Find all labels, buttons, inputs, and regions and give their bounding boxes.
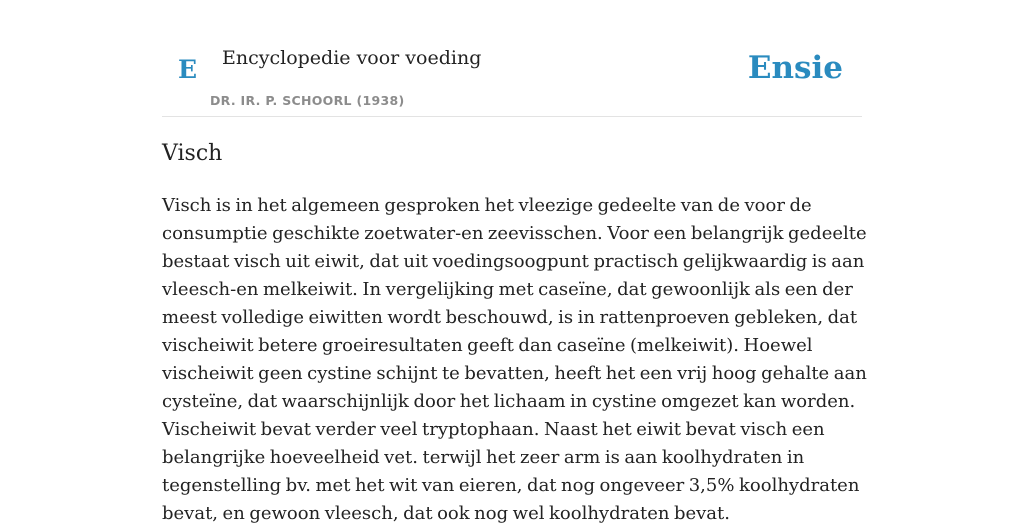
book-title-link[interactable]: Encyclopedie voor voeding	[222, 47, 482, 69]
site-header	[162, 0, 862, 117]
brand-logo-link[interactable]: Ensie	[747, 50, 843, 86]
book-logo-icon[interactable]: E	[178, 55, 198, 84]
author-byline: DR. IR. P. SCHOORL (1938)	[210, 93, 405, 108]
article-body: Visch is in het algemeen gesproken het vleezige gedeelte van de voor de consumptie geschikte zoetwater-en zeevisschen. Voor een belangrijk gedeelte bestaat visch uit eiwit, dat uit voedingsoogpunt practisch gelijkwaardig is aan vleesch-en melkeiwit. In vergelijking met caseïne, dat gewoonlijk als een der meest volledige eiwitten wordt beschouwd, is in rattenproeven gebleken, dat vischeiwit betere groeiresultaten geeft dan caseïne (melkeiwit). Hoewel vischeiwit geen cystine schijnt te bevatten, heeft het een vrij hoog gehalte aan cysteïne, dat waarschijnlijk door het lichaam in cystine omgezet kan worden. Vischeiwit bevat verder veel tryptophaan. Naast het eiwit bevat visch een belangrijke hoeveelheid vet. terwijl het zeer arm is aan koolhydraten in tegenstelling bv. met het wit van eieren, dat nog ongeveer 3,5% koolhydraten bevat, en gewoon vleesch, dat ook nog wel koolhydraten bevat.	[162, 195, 867, 524]
article	[162, 138, 872, 528]
article-title: Visch	[162, 141, 223, 166]
